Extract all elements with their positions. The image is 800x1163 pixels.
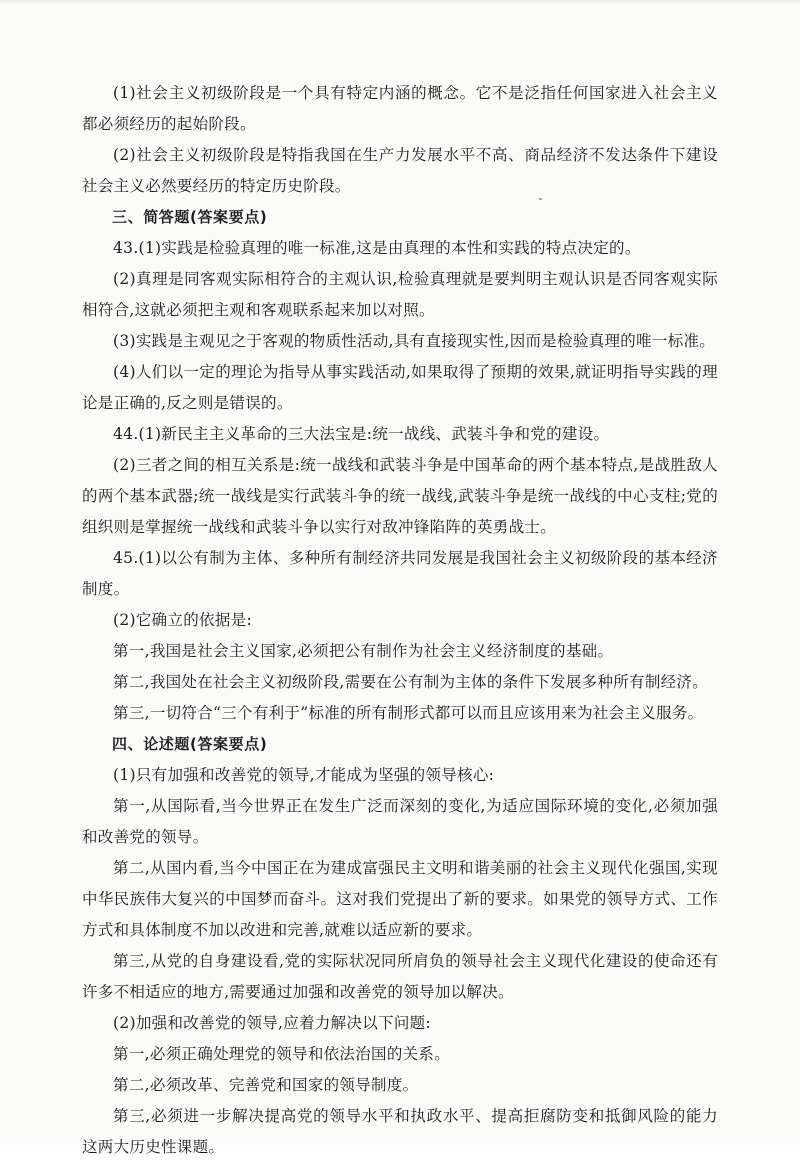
- paragraph: (2)三者之间的相互关系是:统一战线和武装斗争是中国革命的两个基本特点,是战胜敌人的两个基本武器;统一战线是实行武装斗争的统一战线,武装斗争是统一战线的中心支柱;党的组织则是掌握统一战线和武装斗争以实行对敌冲锋陷阵的英勇战士。: [82, 456, 718, 536]
- paragraph: (4)人们以一定的理论为指导从事实践活动,如果取得了预期的效果,就证明指导实践的理论是正确的,反之则是错误的。: [82, 363, 718, 412]
- paragraph: 第一,从国际看,当今世界正在发生广泛而深刻的变化,为适应国际环境的变化,必须加强和改善党的领导。: [82, 797, 718, 846]
- scan-speck: [539, 198, 542, 200]
- section-heading: 四、论述题(答案要点): [112, 735, 268, 753]
- paragraph: (2)加强和改善党的领导,应着力解决以下问题:: [113, 1014, 432, 1032]
- paragraph: 第二,从国内看,当今中国正在为建成富强民主文明和谐美丽的社会主义现代化强国,实现中华民族伟大复兴的中国梦而奋斗。这对我们党提出了新的要求。如果党的领导方式、工作方式和具体制度不加以改进和完善,就难以适应新的要求。: [82, 859, 718, 939]
- paragraph: (2)它确立的依据是:: [113, 611, 252, 629]
- paragraph: (2)真理是同客观实际相符合的主观认识,检验真理就是要判明主观认识是否同客观实际相符合,这就必须把主观和客观联系起来加以对照。: [82, 270, 718, 319]
- document-body: [82, 78, 718, 1163]
- paragraph: 43.(1)实践是检验真理的唯一标准,这是由真理的本性和实践的特点决定的。: [113, 239, 641, 257]
- paragraph: 第二,必须改革、完善党和国家的领导制度。: [113, 1076, 419, 1094]
- section-heading: 三、简答题(答案要点): [112, 208, 268, 226]
- paragraph: 第三,一切符合“三个有利于”标准的所有制形式都可以而且应该用来为社会主义服务。: [113, 704, 704, 722]
- paragraph: (3)实践是主观见之于客观的物质性活动,具有直接现实性,因而是检验真理的唯一标准。: [113, 332, 716, 350]
- paragraph: 第一,我国是社会主义国家,必须把公有制作为社会主义经济制度的基础。: [113, 642, 614, 660]
- paragraph: 45.(1)以公有制为主体、多种所有制经济共同发展是我国社会主义初级阶段的基本经济制度。: [82, 549, 718, 598]
- paragraph: 第三,从党的自身建设看,党的实际状况同所肩负的领导社会主义现代化建设的使命还有许多不相适应的地方,需要通过加强和改善党的领导加以解决。: [82, 952, 718, 1001]
- paragraph: 第一,必须正确处理党的领导和依法治国的关系。: [113, 1045, 451, 1063]
- scan-top-edge: [0, 0, 800, 4]
- paragraph: (1)社会主义初级阶段是一个具有特定内涵的概念。它不是泛指任何国家进入社会主义都必须经历的起始阶段。: [82, 84, 718, 133]
- paragraph: (2)社会主义初级阶段是特指我国在生产力发展水平不高、商品经济不发达条件下建设社会主义必然要经历的特定历史阶段。: [82, 146, 718, 195]
- paragraph: 第二,我国处在社会主义初级阶段,需要在公有制为主体的条件下发展多种所有制经济。: [113, 673, 709, 691]
- paragraph: (1)只有加强和改善党的领导,才能成为坚强的领导核心:: [113, 766, 495, 784]
- paragraph: 第三,必须进一步解决提高党的领导水平和执政水平、提高拒腐防变和抵御风险的能力这两大历史性课题。: [82, 1107, 718, 1156]
- paragraph: 44.(1)新民主主义革命的三大法宝是:统一战线、武装斗争和党的建设。: [113, 425, 610, 443]
